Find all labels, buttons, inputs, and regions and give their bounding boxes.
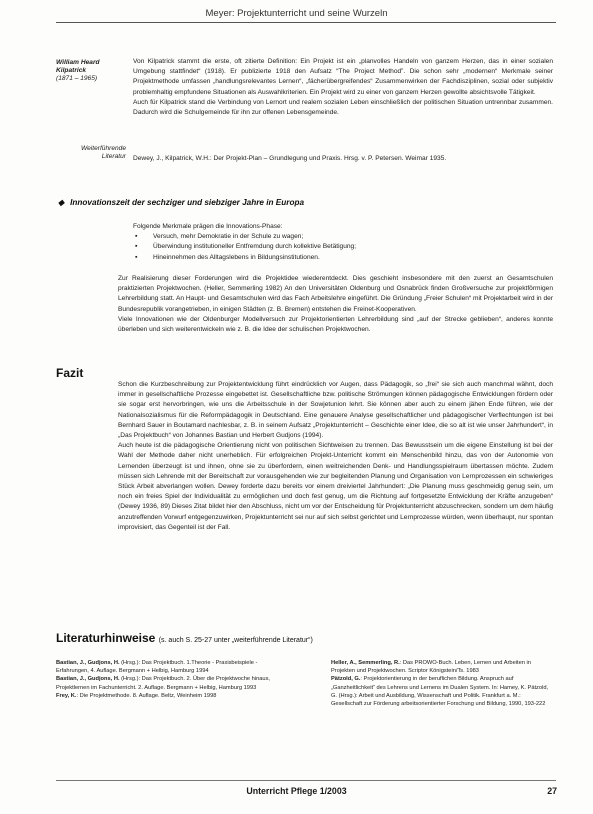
sidebar-name-line1: William Heard (56, 59, 100, 66)
reference-text: : Das PROWO-Buch. Leben, Lernen und Arbeiten in Projekten und Projektwochen. Scriptor Königstein/Ts. 1983 (331, 660, 531, 675)
references-right (331, 659, 553, 708)
sidebar-years: (1871 – 1965) (56, 75, 98, 83)
innovation-paragraphs (118, 274, 553, 335)
references-left (56, 659, 288, 700)
reference-text: (Hrsg.): Das Projektbuch. 1.Theorie - Praxisbeispiele - Erfahrungen, 4. Auflage. Bergmann + Helbig, Hamburg 1994 (56, 660, 258, 675)
kilpatrick-para2: Auch für Kilpatrick stand die Verbindung von Lernort und realem sozialen Leben einschließlich der politischen Situation untrennbar zusammen. Dadurch wird die Schulgemeinde für ihn zur offenen Lebensgemeinde. (133, 98, 553, 117)
kilpatrick-para1: Von Kilpatrick stammt die erste, oft zitierte Definition: Ein Projekt ist ein „planvolles Handeln von ganzem Herzen, das in einer sozialen Umgebung stattfindet“ (1918). Er publizierte 1918 den Aufsatz “The Project Method”. Die schon sehr „modernen“ Merkmale seiner Projektmethode umfassen „handlungsrelevantes Lernen“, „fächerübergreifendes“ Zusammenwirken der Fachdisziplinen, sozial oder subjektiv problemhaltig empfundene Situationen als Auswahlkriterien. Ein Projekt wird zu einer von ganzem Herzen gewollte absichtsvolle Tätigkeit. (133, 58, 553, 96)
innovation-heading-wrap (58, 198, 304, 207)
literature-subtitle: (s. auch S. 25-27 unter „weiterführende Literatur“) (158, 637, 313, 644)
innovation-para1: Zur Realisierung dieser Forderungen wird die Projektidee wiederentdeckt. Dies geschieht insbesondere mit den zuerst an Gesamtschulen praktizierten Projektwochen. (Heller, Semmerling 1982) An den Universitäten Oldenburg und Osnabrück finden Großversuche zur projektförmigen Lehrerbildung statt. An Haupt- und Gesamtschulen wird das Fach Arbeitslehre eingeführt. Die Gründung „Freier Schulen“ mit Projektarbeit wird in der Bundesrepublik vorangetrieben, in einigen Städten (z. B. Bremen) entstehen die Freinet-Kooperativen. (118, 275, 553, 313)
diamond-bullet-icon: ◆ (58, 198, 65, 207)
footer-journal: Unterricht Pflege 1/2003 (246, 786, 347, 796)
reference-text: : Projektorientierung in der beruflichen Bildung. Anspruch auf „Ganzheitlichkeit“ des Lehrens und Lernens im Dualen System. In: Hamey, K. Pätzold, G. (Hrsg.): Arbeit und Ausbildung, Wissenschaft und Politik. Frankfurt a. M.: Gesellschaft zur Förderung arbeitsorientierter Forschung und Bildung, 1990, 193-222 (331, 676, 549, 708)
list-item: ▪ Überwindung institutioneller Entfremdung durch kollektive Betätigung; (133, 242, 553, 252)
list-item: ▪ Hineinnehmen des Alltagslebens in Bildungsinstitutionen. (133, 253, 553, 263)
sidebar-further-label1: Weiterführende (81, 145, 126, 152)
fazit-para1: Schon die Kurzbeschreibung zur Projektentwicklung führt eindrücklich vor Augen, dass Pädagogik, so „frei“ sie sich auch manchmal wähnt, doch immer in gesellschaftliche Prozesse eingebettet ist. Gesellschaftliche bzw. politische Strömungen können pädagogische Entwicklungen fördern oder sie sogar erst hervorbringen, wie uns die Arbeitsschule in der Sowjetunion lehrt. Sie können aber auch zu einem jähen Ende führen, wie der Nationalsozialismus für die Reformpädagogik in Deutschland. Eine genauere Analyse gesellschaftlicher und pädagogischer Verflechtungen ist bei Bernhard Sauer in Boutamard nachlesbar, z. B. in seinem Aufsatz „Projektunterricht – Geschichte einer Idee, die so alt ist wie unser Jahrhundert“, in „Das Projektbuch“ von Johannes Bastian und Herbert Gudjons (1994). (118, 381, 553, 440)
reference-item (56, 692, 288, 700)
reference-item (56, 659, 288, 675)
page-number: 27 (547, 786, 557, 796)
innovation-intro: Folgende Merkmale prägen die Innovations-Phase: (133, 223, 283, 230)
reference-item (56, 675, 288, 691)
innovation-bullet-list (133, 232, 553, 263)
fazit-para2: Auch heute ist die pädagogische Orientierung nicht von politischen Sichtweisen zu trennen. Das Bewusstsein um die eigene Einstellung ist bei der Wahl der Methode daher nicht unerheblich. Für erfolgreichen Projekt-Unterricht kommt ein Menschenbild hinzu, das von der Autonomie von Lernenden überzeugt ist und ihnen, ohne sie zu überfordern, einen weitreichenden Denk- und Handlungsspielraum übertassen möchte. Zudem müssen sich Lehrende mit der Bereitschaft zur vorausgehenden wie zur begleitenden Planung und Organisation von Lernprozessen ein schwieriges Stück Arbeit abverlangen wollen. Dewey forderte dazu bereits vor einem dreiviertel Jahrhundert: „Die Planung muss geschmeidig genug sein, um noch ein freies Spiel der Individualität zu ermöglichen und doch fest genug, um die Richtung auf fortgesetzte Entwicklung der Kräfte anzugeben“ (Dewey 1936, 89) Dieses Zitat bildet hier den Abschluss, nicht um vor der Entscheidung für Projektunterricht abzuschrecken, sondern um dem häufig anzutreffenden Vorwurf entgegenzuwirken, Projektunterricht sei nur auf sich selbst gerichtet und Lernprozesse würden, wenn überhaupt, nur spontan improvisiert, das Gegenteil ist der Fall. (118, 442, 553, 531)
literature-heading-wrap (56, 631, 313, 645)
sidebar-further (56, 145, 126, 161)
footer-rule (56, 780, 556, 781)
reference-authors: Heller, A., Semmerling, R. (331, 660, 400, 666)
reference-authors: Bastian, J., Gudjons, H. (56, 676, 120, 683)
fazit-text (118, 380, 553, 533)
innovation-para2: Viele Innovationen wie der Oldenburger Modellversuch zur Projektorientierten Lehrerbildung sind „auf der Strecke geblieben“, anderes konnte überleben und sich weiterentwickeln wie z. B. die Idee der schulischen Projektwochen. (118, 315, 553, 334)
list-item: ▪ Versuch, mehr Demokratie in der Schule zu wagen; (133, 232, 553, 242)
sidebar-name-line2: Kilpatrick (56, 67, 87, 75)
reference-item (331, 675, 553, 708)
fazit-heading: Fazit (56, 366, 84, 380)
reference-authors: Pätzold, G. (331, 676, 361, 683)
kilpatrick-text (133, 57, 553, 118)
running-header: Meyer: Projektunterricht und seine Wurzeln (205, 8, 388, 19)
innovation-intro-block (133, 222, 553, 263)
innovation-heading: Innovationszeit der sechziger und siebziger Jahre in Europa (70, 198, 305, 207)
further-text: Dewey, J., Kilpatrick, W.H.: Der Projekt-Plan – Grundlegung und Praxis. Hrsg. v. P. Petersen. Weimar 1935. (133, 155, 447, 162)
sidebar-further-label2: Literatur (101, 153, 126, 161)
reference-authors: Frey, K. (56, 692, 77, 699)
literature-heading: Literaturhinweise (56, 631, 156, 645)
reference-item (331, 659, 553, 675)
header-rule (56, 22, 556, 23)
sidebar-kilpatrick (56, 59, 126, 84)
reference-authors: Bastian, J., Gudjons, H. (56, 660, 120, 666)
reference-text: : Die Projektmethode. 8. Auflage. Beltz, Weinheim 1998 (76, 692, 217, 699)
reference-text: (Hrsg.): Das Projektbuch. 2. Über die Projektwoche hinaus, Projektlernen im Fachunterricht. 2. Auflage. Bergmann + Helbig, Hamburg 1993 (56, 676, 271, 691)
